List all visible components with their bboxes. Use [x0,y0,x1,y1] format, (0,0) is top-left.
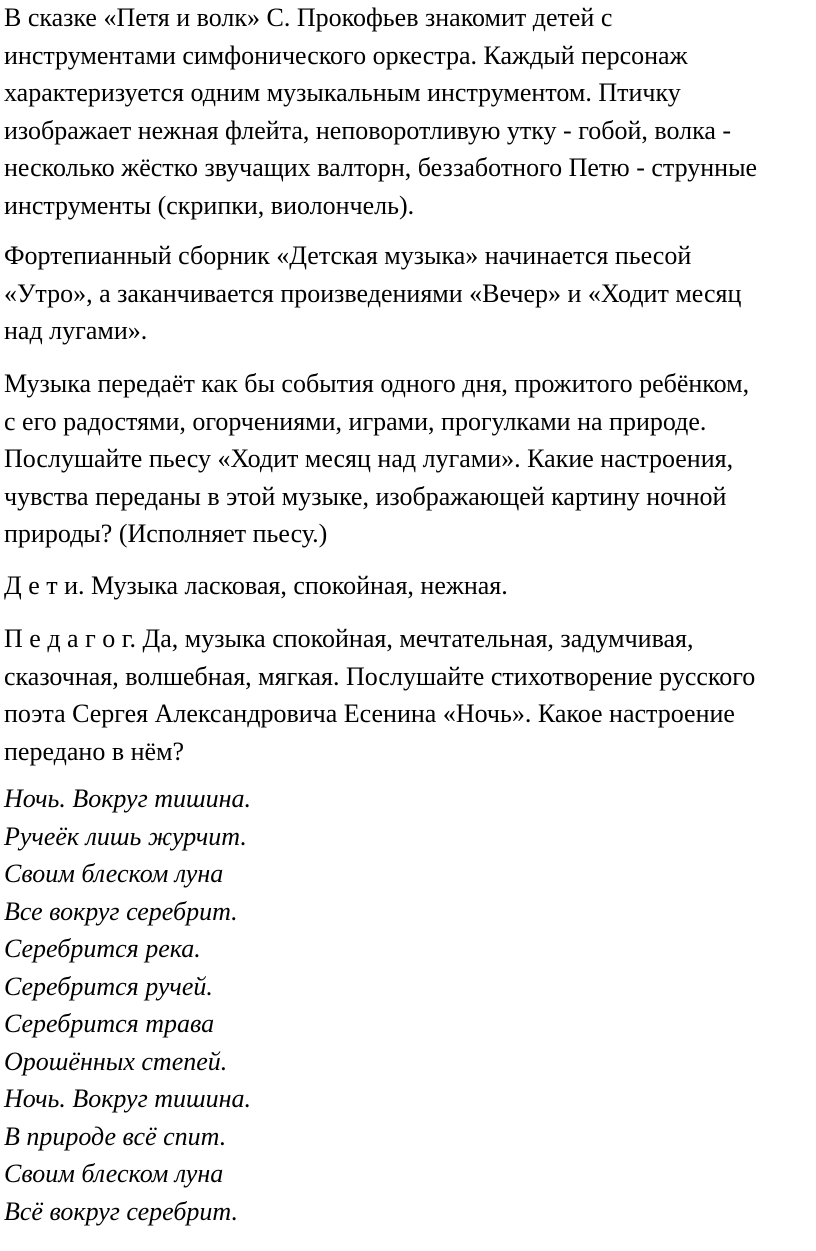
poem-line: В природе всё спит. [4,1121,227,1151]
text-line: Фортепианный сборник «Детская музыка» начинается пьесой [4,241,692,270]
paragraph-children-answer [4,567,816,605]
poem-line: Ручеёк лишь журчит. [4,821,247,851]
text-line: передано в нём? [4,736,185,766]
poem-line: Своим блеском луна [4,859,224,888]
text-line: несколько жёстко звучащих валторн, беззаботного Петю - струнные [4,153,758,183]
poem-line: Ночь. Вокруг тишина. [4,1084,252,1113]
text-line: «Утро», а заканчивается произведениями «Вечер» и «Ходит месяц [4,278,742,308]
poem-line: Серебрится река. [4,934,201,963]
text-line: Д е т и. Музыка ласковая, спокойная, нежная. [4,571,508,600]
text-line: природы? (Исполняет пьесу.) [4,519,328,549]
paragraph-childrens-music [4,237,816,350]
text-line: П е д а г о г. Да, музыка спокойная, мечтательная, задумчивая, [4,624,694,653]
text-line: над лугами». [4,316,148,346]
poem-line: Серебрится ручей. [4,971,213,1001]
text-line: изображает нежная флейта, неповоротливую утку - гобой, волка - [4,115,732,145]
text-line: с его радостями, огорчениями, играми, прогулками на природе. [4,406,707,436]
poem-line: Орошённых степей. [4,1046,228,1076]
paragraph-day-events [4,365,816,553]
text-line: сказочная, волшебная, мягкая. Послушайте стихотворение русского [4,661,756,691]
poem-line: Всё вокруг серебрит. [4,1196,239,1226]
poem-line: Все вокруг серебрит. [4,896,238,926]
text-line: характеризуется одним музыкальным инструментом. Птичку [4,78,681,108]
paragraph-teacher-answer [4,620,816,770]
text-line: Послушайте пьесу «Ходит месяц над лугами». Какие настроения, [4,444,734,474]
text-line: чувства переданы в этой музыке, изображающей картину ночной [4,481,727,511]
poem-line: Своим блеском луна [4,1159,224,1188]
text-line: инструменты (скрипки, виолончель). [4,190,415,220]
poem-line: Серебрится трава [4,1009,215,1038]
text-line: инструментами симфонического оркестра. Каждый персонаж [4,40,688,70]
text-line: В сказке «Петя и волк» С. Прокофьев знакомит детей с [4,3,613,32]
text-line: поэта Сергея Александровича Есенина «Ночь». Какое настроение [4,699,735,729]
poem-night [4,780,604,1230]
text-line: Музыка передаёт как бы события одного дня, прожитого ребёнком, [4,369,750,398]
paragraph-peter-and-wolf [4,0,816,225]
poem-line: Ночь. Вокруг тишина. [4,784,252,813]
